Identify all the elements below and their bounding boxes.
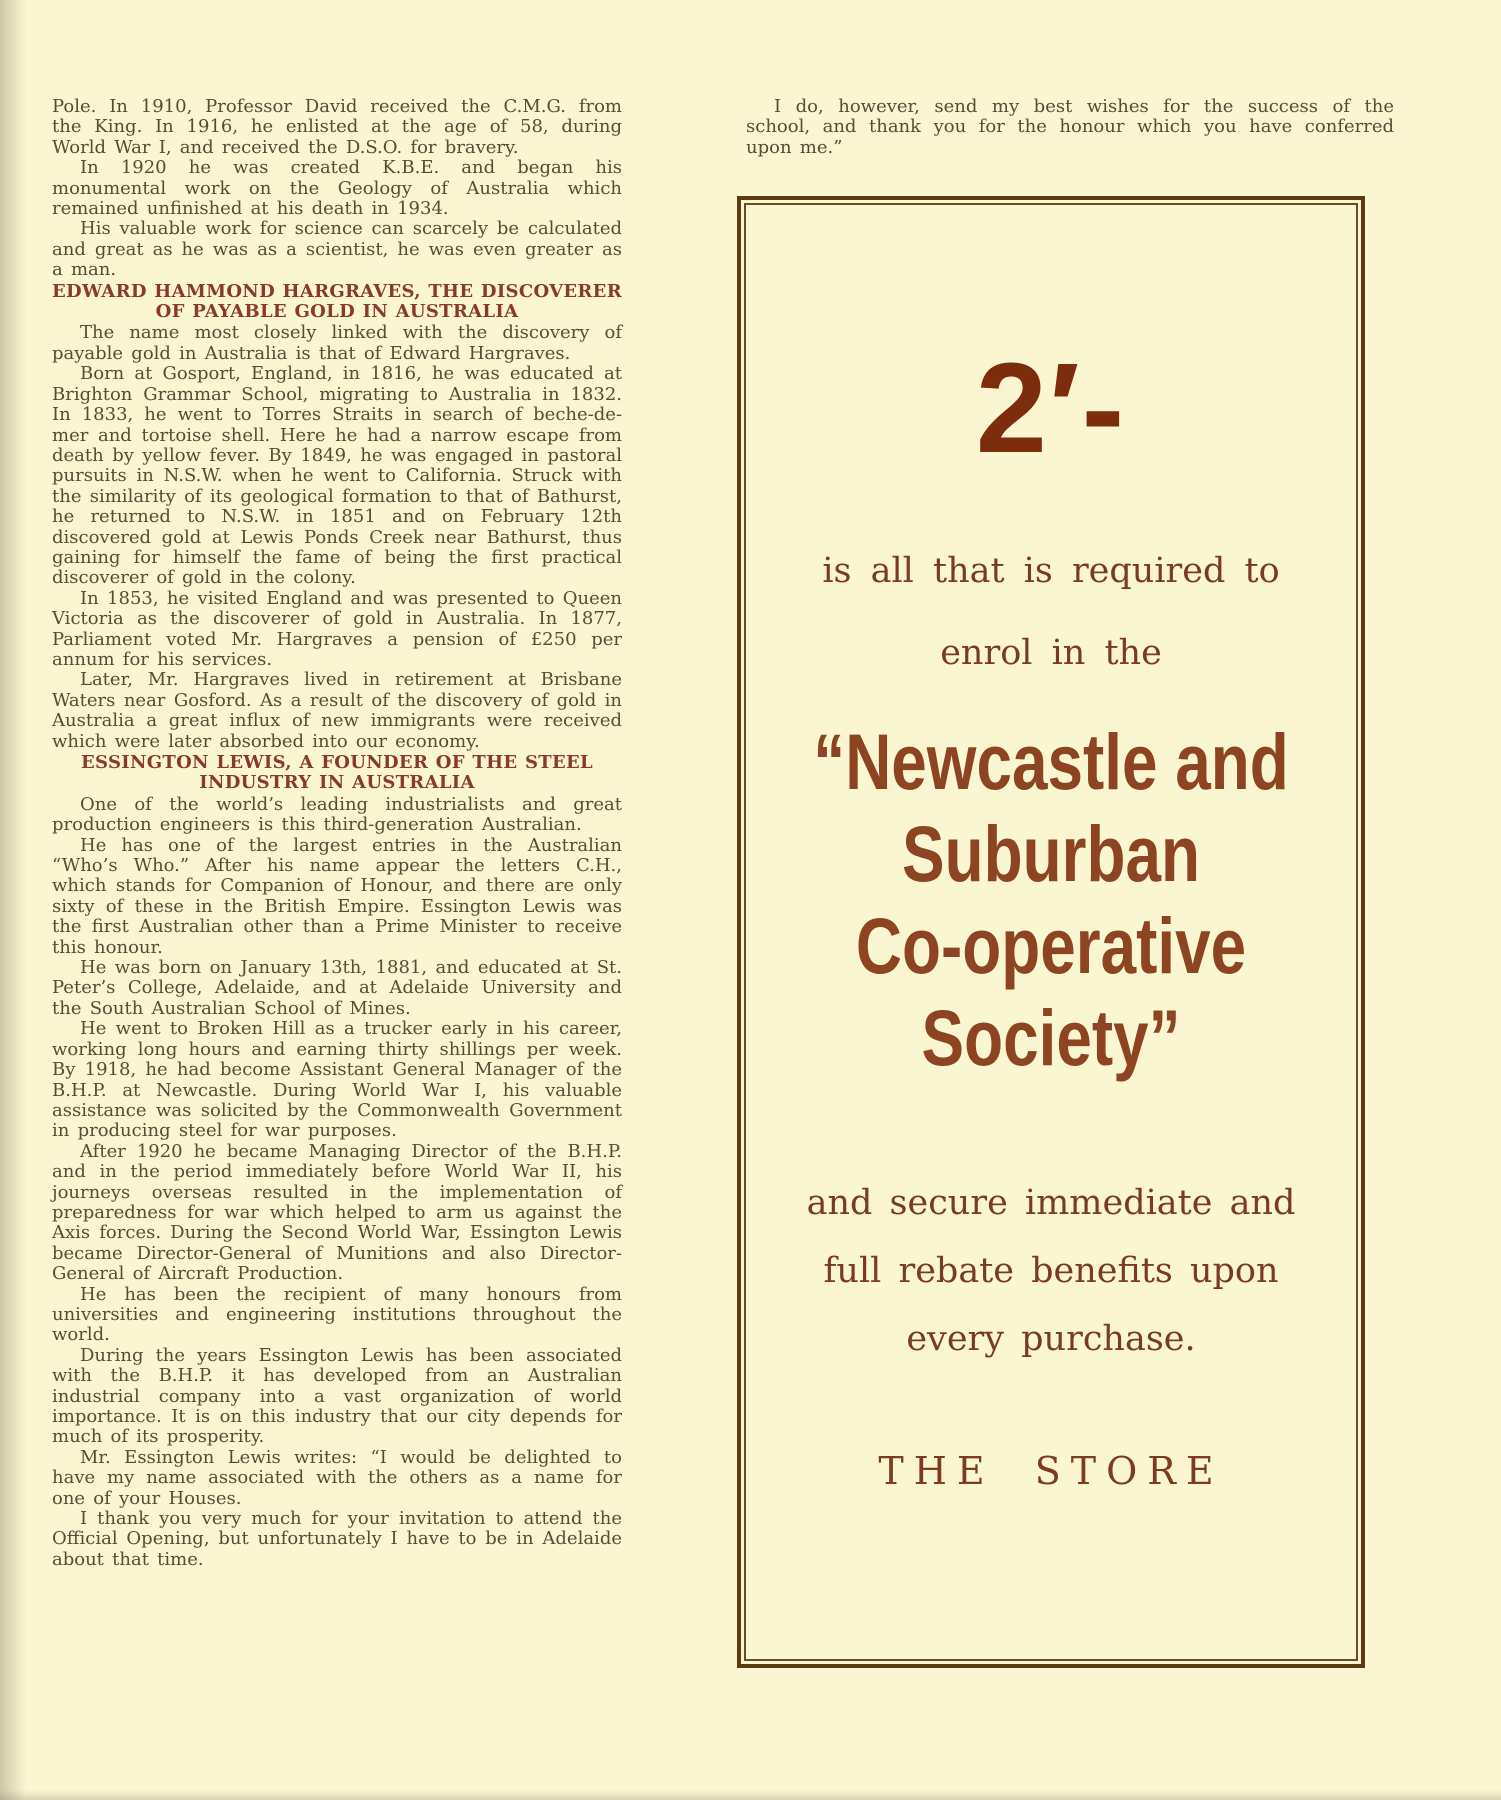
store-advertisement-box (737, 196, 1365, 1668)
paragraph: He went to Broken Hill as a trucker early in his career, working long hours and earning thirty shillings per week. By 1918, he had become Assistant General Manager of the B.H.P. at Newcastle. During World War I, his valuable assistance was solicited by the Commonwealth Government in producing steel for war purposes. (52, 1018, 622, 1142)
the-store-label: THE STORE (878, 1449, 1224, 1493)
benefits-text-line: every purchase. (906, 1319, 1196, 1359)
intro-paragraph: I do, however, send my best wishes for the success of the school, and thank you for the honour which you have conferred upon me.” (746, 96, 1394, 158)
paragraph: One of the world’s leading industrialists and great production engineers is this third-generation Australian. (52, 793, 622, 836)
paragraph: His valuable work for science can scarcely be calculated and great as he was as a scientist, he was even greater as a man. (52, 218, 622, 281)
right-column-intro (746, 97, 1394, 158)
page-edge-shadow-bottom (0, 1790, 1501, 1800)
society-title-line: Suburban (902, 810, 1200, 899)
paragraph: After 1920 he became Managing Director of the B.H.P. and in the period immediately before World War II, his journeys overseas resulted in the implementation of preparedness for war which helped to arm us against the Axis forces. During the Second World War, Essington Lewis became Director-General of Munitions and also Director-General of Aircraft Production. (52, 1140, 622, 1285)
paragraph: EDWARD HAMMOND HARGRAVES, THE DISCOVERER OF PAYABLE GOLD IN AUSTRALIA (52, 280, 622, 323)
society-title-line: Society” (921, 994, 1181, 1083)
benefits-text (746, 1169, 1356, 1373)
paragraph: Pole. In 1910, Professor David received the C.M.G. from the King. In 1916, he enlisted at the age of 58, during World War I, and received the D.S.O. for bravery. (52, 96, 622, 158)
paragraph: Mr. Essington Lewis writes: “I would be delighted to have my name associated with the others as a name for one of your Houses. (52, 1446, 622, 1509)
paragraph: In 1853, he visited England and was presented to Queen Victoria as the discoverer of gold in Australia. In 1877, Parliament voted Mr. Hargraves a pension of £250 per annum for his services. (52, 587, 622, 670)
price-two-shillings: 2′- (975, 337, 1127, 480)
enrol-text (746, 530, 1356, 694)
enrol-text-line: is all that is required to (822, 551, 1280, 591)
enrol-text-line: enrol in the (940, 633, 1162, 673)
paragraph: He was born on January 13th, 1881, and educated at St. Peter’s College, Adelaide, and at Adelaide University and the South Australian School of Mines. (52, 957, 622, 1019)
benefits-text-line: full rebate benefits upon (823, 1251, 1279, 1291)
page-edge-shadow-left (0, 0, 26, 1800)
paragraph: During the years Essington Lewis has been associated with the B.H.P. it has developed from an Australian industrial company into a vast organization of world importance. It is on this industry that our city depends for much of its prosperity. (52, 1344, 622, 1448)
paragraph: ESSINGTON LEWIS, A FOUNDER OF THE STEEL INDUSTRY IN AUSTRALIA (81, 752, 593, 794)
paragraph: Born at Gosport, England, in 1816, he was educated at Brighton Grammar School, migrating to Australia in 1832. In 1833, he went to Torres Straits in search of beche-de-mer and tortoise shell. Here he had a narrow escape from death by yellow fever. By 1849, he was engaged in pastoral pursuits in N.S.W. when he went to California. Struck with the similarity of its geological formation to that of Bathurst, he returned to N.S.W. in 1851 and on February 12th discovered gold at Lewis Ponds Creek near Bathurst, thus gaining for himself the fame of being the first practical discoverer of gold in the colony. (52, 363, 622, 589)
paragraph: He has been the recipient of many honours from universities and engineering institutions throughout the world. (52, 1283, 622, 1346)
society-title-line: Co-operative (855, 902, 1247, 991)
benefits-text-line: and secure immediate and (806, 1183, 1296, 1223)
society-title (746, 717, 1356, 1085)
paragraph: In 1920 he was created K.B.E. and began his monumental work on the Geology of Australia which remained unfinished at his death in 1934. (52, 157, 622, 220)
society-title-line: “Newcastle and (813, 718, 1289, 807)
advertisement-inner-frame (744, 203, 1358, 1661)
paragraph: I thank you very much for your invitation to attend the Official Opening, but unfortunately I have to be in Adelaide about that time. (52, 1508, 622, 1570)
left-column (52, 97, 622, 1570)
paragraph: Later, Mr. Hargraves lived in retirement at Brisbane Waters near Gosford. As a result of the discovery of gold in Australia a great influx of new immigrants were received which were later absorbed into our economy. (52, 669, 622, 752)
paragraph: He has one of the largest entries in the Australian “Who’s Who.” After his name appear the letters C.H., which stands for Companion of Honour, and there are only sixty of these in the British Empire. Essington Lewis was the first Australian other than a Prime Minister to receive this honour. (52, 834, 622, 958)
paragraph: The name most closely linked with the discovery of payable gold in Australia is that of Edward Hargraves. (52, 322, 622, 364)
